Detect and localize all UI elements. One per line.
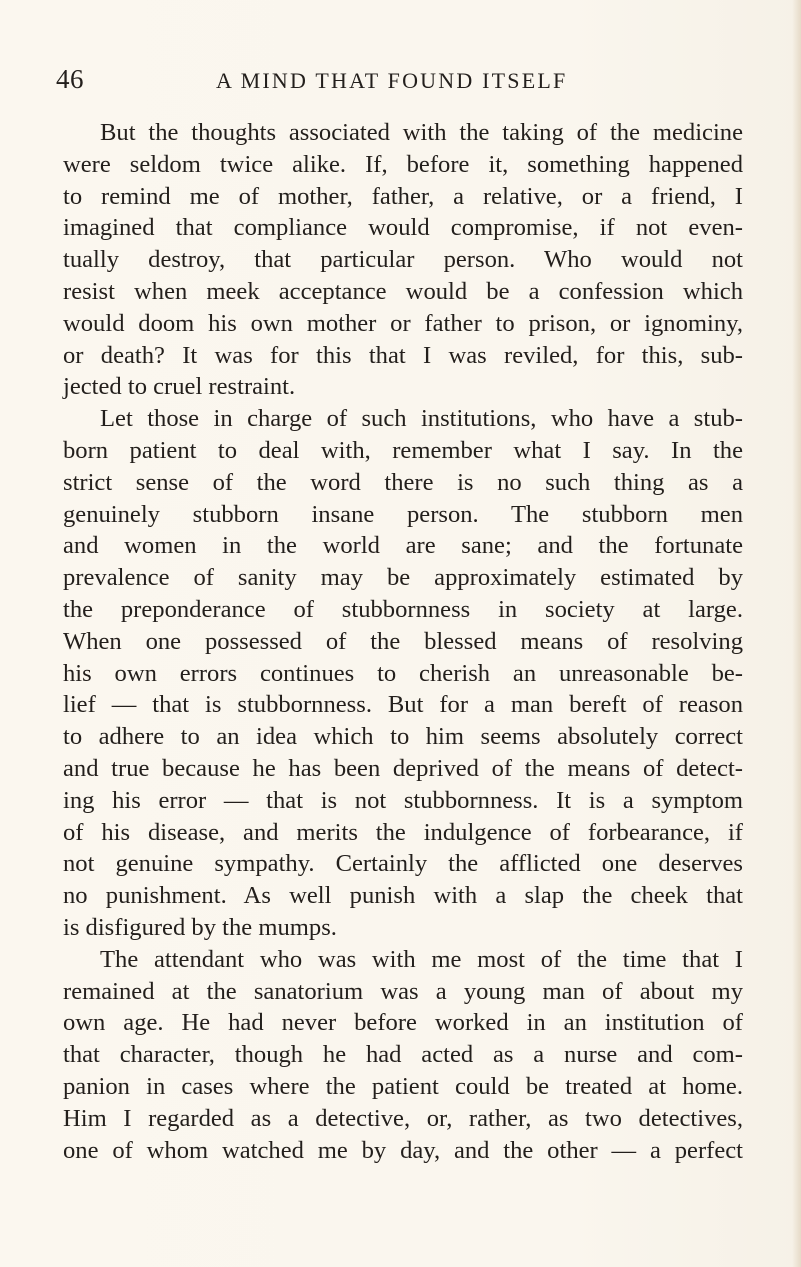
text-line: Him I regarded as a detective, or, rather, as two detectives,	[63, 1104, 743, 1132]
text-line: and women in the world are sane; and the fortunate	[63, 532, 743, 560]
text-line: and true because he has been deprived of the means of detect-	[63, 754, 743, 782]
body-text	[63, 117, 743, 1166]
page-header	[56, 60, 736, 96]
text-line: to adhere to an idea which to him seems absolutely correct	[63, 723, 743, 751]
text-line: The attendant who was with me most of the time that I	[100, 945, 743, 973]
text-line: When one possessed of the blessed means of resolving	[63, 627, 743, 655]
page-edge-shadow	[792, 0, 801, 1267]
text-line: not genuine sympathy. Certainly the afflicted one deserves	[63, 850, 743, 878]
text-line: genuinely stubborn insane person. The stubborn men	[63, 500, 743, 528]
text-line: that character, though he had acted as a nurse and com-	[63, 1041, 743, 1069]
text-line: jected to cruel restraint.	[63, 373, 296, 401]
text-line: strict sense of the word there is no such thing as a	[63, 468, 743, 496]
text-line: imagined that compliance would compromise, if not even-	[63, 214, 743, 242]
text-line: remained at the sanatorium was a young man of about my	[63, 977, 743, 1005]
text-line: born patient to deal with, remember what I say. In the	[63, 436, 743, 464]
text-line: to remind me of mother, father, a relative, or a friend, I	[63, 182, 743, 210]
text-line: or death? It was for this that I was reviled, for this, sub-	[63, 341, 743, 369]
text-line: But the thoughts associated with the taking of the medicine	[100, 119, 743, 146]
text-line: own age. He had never before worked in an institution of	[63, 1009, 743, 1037]
text-line: ing his error — that is not stubbornness. It is a symptom	[63, 786, 743, 814]
text-line: is disfigured by the mumps.	[63, 913, 337, 941]
text-line: would doom his own mother or father to prison, or ignominy,	[63, 309, 743, 337]
text-line: lief — that is stubbornness. But for a man bereft of reason	[63, 691, 743, 719]
text-line: panion in cases where the patient could be treated at home.	[63, 1072, 743, 1100]
text-line: tually destroy, that particular person. Who would not	[63, 246, 743, 274]
text-line: were seldom twice alike. If, before it, something happened	[63, 150, 743, 178]
text-line: resist when meek acceptance would be a confession which	[63, 277, 743, 305]
text-line: of his disease, and merits the indulgence of forbearance, if	[63, 818, 743, 846]
text-line: prevalence of sanity may be approximately estimated by	[63, 564, 743, 592]
text-line: his own errors continues to cherish an unreasonable be-	[63, 659, 743, 687]
text-line: no punishment. As well punish with a slap the cheek that	[63, 882, 743, 910]
text-line: Let those in charge of such institutions, who have a stub-	[100, 405, 743, 433]
text-line: the preponderance of stubbornness in society at large.	[63, 595, 743, 623]
page-number: 46	[56, 64, 84, 94]
running-title: A MIND THAT FOUND ITSELF	[216, 68, 568, 93]
text-line: one of whom watched me by day, and the other — a perfect	[63, 1136, 743, 1164]
